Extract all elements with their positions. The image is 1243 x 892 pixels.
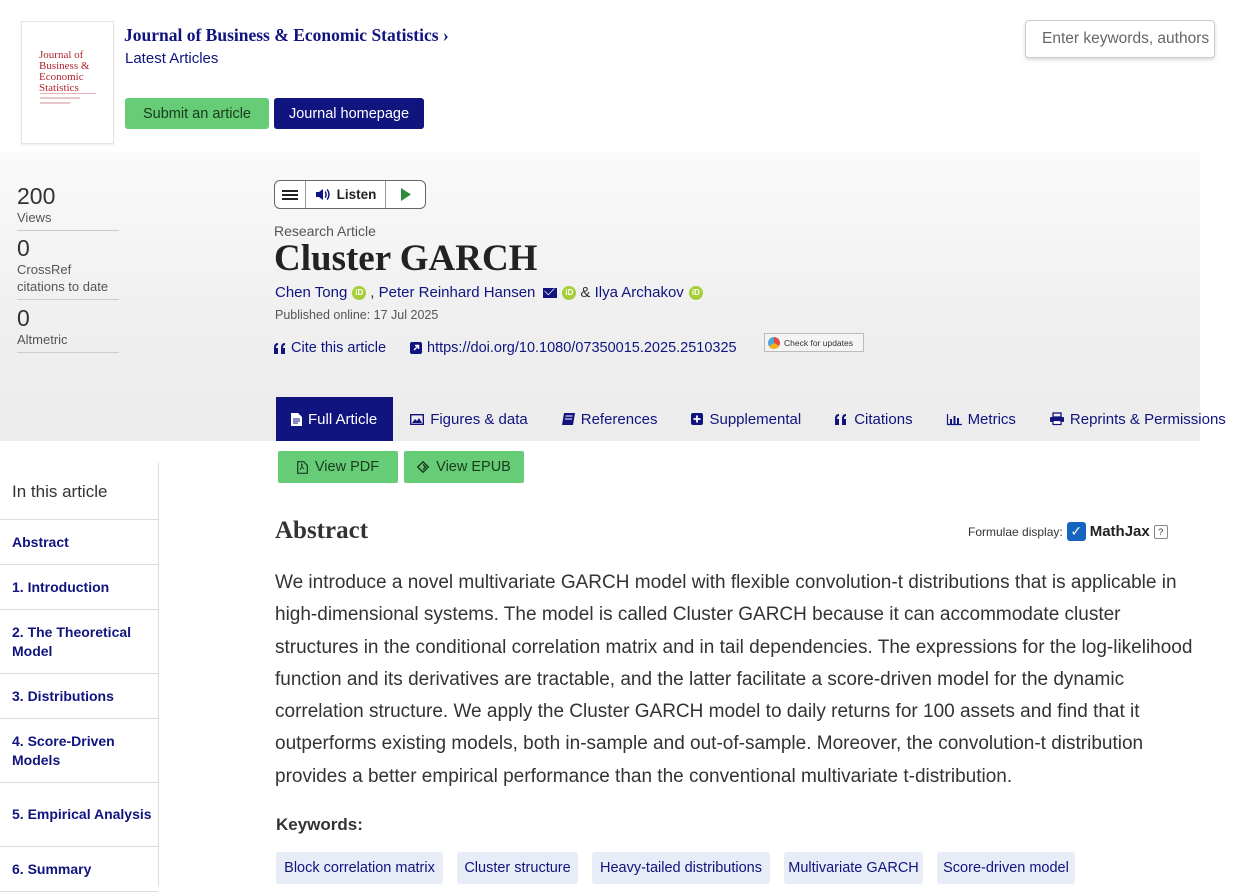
listen-widget bbox=[274, 180, 426, 209]
metric-label: Altmetric bbox=[17, 332, 68, 347]
author-list bbox=[275, 284, 707, 301]
author-separator: , bbox=[370, 284, 375, 301]
tab-label: Figures & data bbox=[430, 410, 528, 428]
author-name[interactable]: Chen Tong bbox=[275, 284, 348, 301]
article-outline-sidebar bbox=[0, 463, 159, 887]
epub-icon bbox=[417, 461, 429, 473]
sidebar-item-distributions[interactable]: 3. Distributions bbox=[0, 674, 158, 719]
chevron-right-icon: › bbox=[442, 25, 449, 45]
sidebar-item-introduction[interactable]: 1. Introduction bbox=[0, 565, 158, 610]
metric-label: Views bbox=[17, 210, 52, 225]
metric-crossref[interactable] bbox=[17, 235, 119, 300]
listen-label: Listen bbox=[336, 187, 377, 202]
journal-homepage-button[interactable]: Journal homepage bbox=[274, 98, 424, 129]
tab-label: Full Article bbox=[308, 410, 378, 428]
article-type: Research Article bbox=[274, 223, 376, 239]
doi-link[interactable] bbox=[410, 340, 737, 356]
print-icon bbox=[1050, 413, 1064, 425]
tab-label: Metrics bbox=[967, 410, 1016, 428]
bar-chart-icon bbox=[947, 414, 962, 425]
play-button[interactable] bbox=[386, 181, 425, 208]
article-title: Cluster GARCH bbox=[274, 238, 538, 279]
orcid-icon[interactable]: iD bbox=[562, 286, 576, 300]
view-pdf-label: View PDF bbox=[314, 459, 380, 475]
listen-menu-button[interactable] bbox=[275, 181, 306, 208]
email-icon[interactable] bbox=[543, 288, 557, 298]
metric-value: 0 bbox=[17, 235, 30, 261]
sidebar-heading: In this article bbox=[12, 482, 108, 501]
check-for-updates-button[interactable] bbox=[764, 333, 864, 352]
cover-title: Journal of Business & Economic Statistics bbox=[39, 49, 90, 94]
keyword-tag[interactable]: Cluster structure bbox=[457, 852, 578, 884]
tab-label: Citations bbox=[854, 410, 913, 428]
play-icon bbox=[400, 188, 412, 201]
sidebar-item-theoretical-model[interactable]: 2. The Theoretical Model bbox=[0, 610, 158, 674]
metric-label: CrossRef citations to date bbox=[17, 262, 109, 294]
plus-square-icon bbox=[691, 413, 703, 425]
view-pdf-button[interactable] bbox=[278, 451, 398, 483]
abstract-heading: Abstract bbox=[275, 517, 369, 544]
menu-icon bbox=[282, 188, 298, 202]
keyword-tag[interactable]: Heavy-tailed distributions bbox=[592, 852, 770, 884]
doi-text: https://doi.org/10.1080/07350015.2025.2510325 bbox=[427, 340, 737, 356]
document-icon bbox=[291, 413, 302, 426]
mathjax-checkbox[interactable]: ✓ bbox=[1067, 522, 1086, 541]
sidebar-item-empirical-analysis[interactable]: 5. Empirical Analysis bbox=[0, 783, 158, 847]
metric-views bbox=[17, 183, 119, 231]
article-tabs bbox=[276, 397, 1243, 441]
tab-citations[interactable] bbox=[818, 397, 929, 441]
view-epub-label: View EPUB bbox=[436, 459, 511, 475]
abstract-text: We introduce a novel multivariate GARCH model with flexible convolution-t distributions that is applicable in high-dimensional systems. The model is called Cluster GARCH because it can accommodate cluster structures in the conditional correlation matrix and in tail dependencies. The expressions for the log-likelihood function and its derivatives are tractable, and the latter facilitate a score-driven model for the dynamic correlation structure. We apply the Cluster GARCH model to daily returns for 100 assets and find that it outperforms existing models, both in-sample and out-of-sample. Moreover, the convolution-t distribution provides a better empirical performance than the conventional multivariate t-distribution. bbox=[275, 572, 1193, 787]
tab-label: References bbox=[580, 410, 658, 428]
tab-label: Supplemental bbox=[709, 410, 802, 428]
journal-cover-image[interactable] bbox=[21, 21, 114, 144]
tab-full-article[interactable] bbox=[276, 397, 393, 441]
search-input[interactable] bbox=[1025, 20, 1215, 58]
help-icon[interactable]: ? bbox=[1154, 525, 1168, 539]
mathjax-logo: MathJax bbox=[1089, 523, 1150, 540]
crossmark-icon bbox=[768, 337, 780, 349]
tab-figures-data[interactable] bbox=[393, 397, 545, 441]
submit-article-button[interactable]: Submit an article bbox=[125, 98, 269, 129]
pdf-icon bbox=[297, 461, 308, 474]
quote-icon bbox=[835, 414, 848, 425]
speaker-icon bbox=[315, 188, 331, 201]
cite-label: Cite this article bbox=[291, 340, 387, 356]
cite-article-link[interactable] bbox=[274, 340, 386, 356]
author-name[interactable]: Ilya Archakov bbox=[594, 284, 684, 301]
author-separator: & bbox=[580, 284, 591, 301]
tab-label: Reprints & Permissions bbox=[1069, 410, 1226, 428]
listen-button[interactable] bbox=[306, 181, 386, 208]
journal-title-link[interactable] bbox=[124, 25, 449, 46]
sidebar-item-summary[interactable]: 6. Summary bbox=[0, 847, 158, 892]
orcid-icon[interactable]: iD bbox=[352, 286, 366, 300]
view-epub-button[interactable] bbox=[404, 451, 524, 483]
journal-title: Journal of Business & Economic Statistics bbox=[124, 25, 439, 45]
image-icon bbox=[410, 414, 424, 425]
divider bbox=[17, 352, 119, 353]
divider bbox=[17, 299, 119, 300]
orcid-icon[interactable]: iD bbox=[689, 286, 703, 300]
divider bbox=[17, 230, 119, 231]
metric-value: 200 bbox=[17, 183, 56, 209]
book-icon bbox=[562, 413, 575, 425]
published-date: Published online: 17 Jul 2025 bbox=[275, 308, 439, 322]
tab-references[interactable] bbox=[545, 397, 675, 441]
formulae-label: Formulae display: bbox=[968, 524, 1063, 539]
tab-metrics[interactable] bbox=[930, 397, 1033, 441]
journal-header bbox=[0, 0, 1200, 152]
tab-reprints-permissions[interactable] bbox=[1033, 397, 1243, 441]
updates-label: Check for updates bbox=[784, 337, 853, 348]
sidebar-item-score-driven-models[interactable]: 4. Score-Driven Models bbox=[0, 719, 158, 783]
keyword-tag[interactable]: Score-driven model bbox=[937, 852, 1075, 884]
cover-decoration bbox=[40, 93, 96, 107]
metric-value: 0 bbox=[17, 305, 30, 331]
formulae-display-control bbox=[968, 522, 1168, 541]
author-name[interactable]: Peter Reinhard Hansen bbox=[378, 284, 536, 301]
keyword-tag[interactable]: Block correlation matrix bbox=[276, 852, 443, 884]
external-link-icon bbox=[410, 342, 422, 354]
metric-altmetric[interactable] bbox=[17, 305, 119, 353]
tab-supplemental[interactable] bbox=[674, 397, 818, 441]
latest-articles-link[interactable]: Latest Articles bbox=[125, 50, 219, 67]
keywords-heading: Keywords: bbox=[276, 815, 363, 834]
sidebar-item-abstract[interactable]: Abstract bbox=[0, 520, 158, 565]
keyword-tag[interactable]: Multivariate GARCH bbox=[784, 852, 923, 884]
quote-icon bbox=[274, 343, 287, 354]
